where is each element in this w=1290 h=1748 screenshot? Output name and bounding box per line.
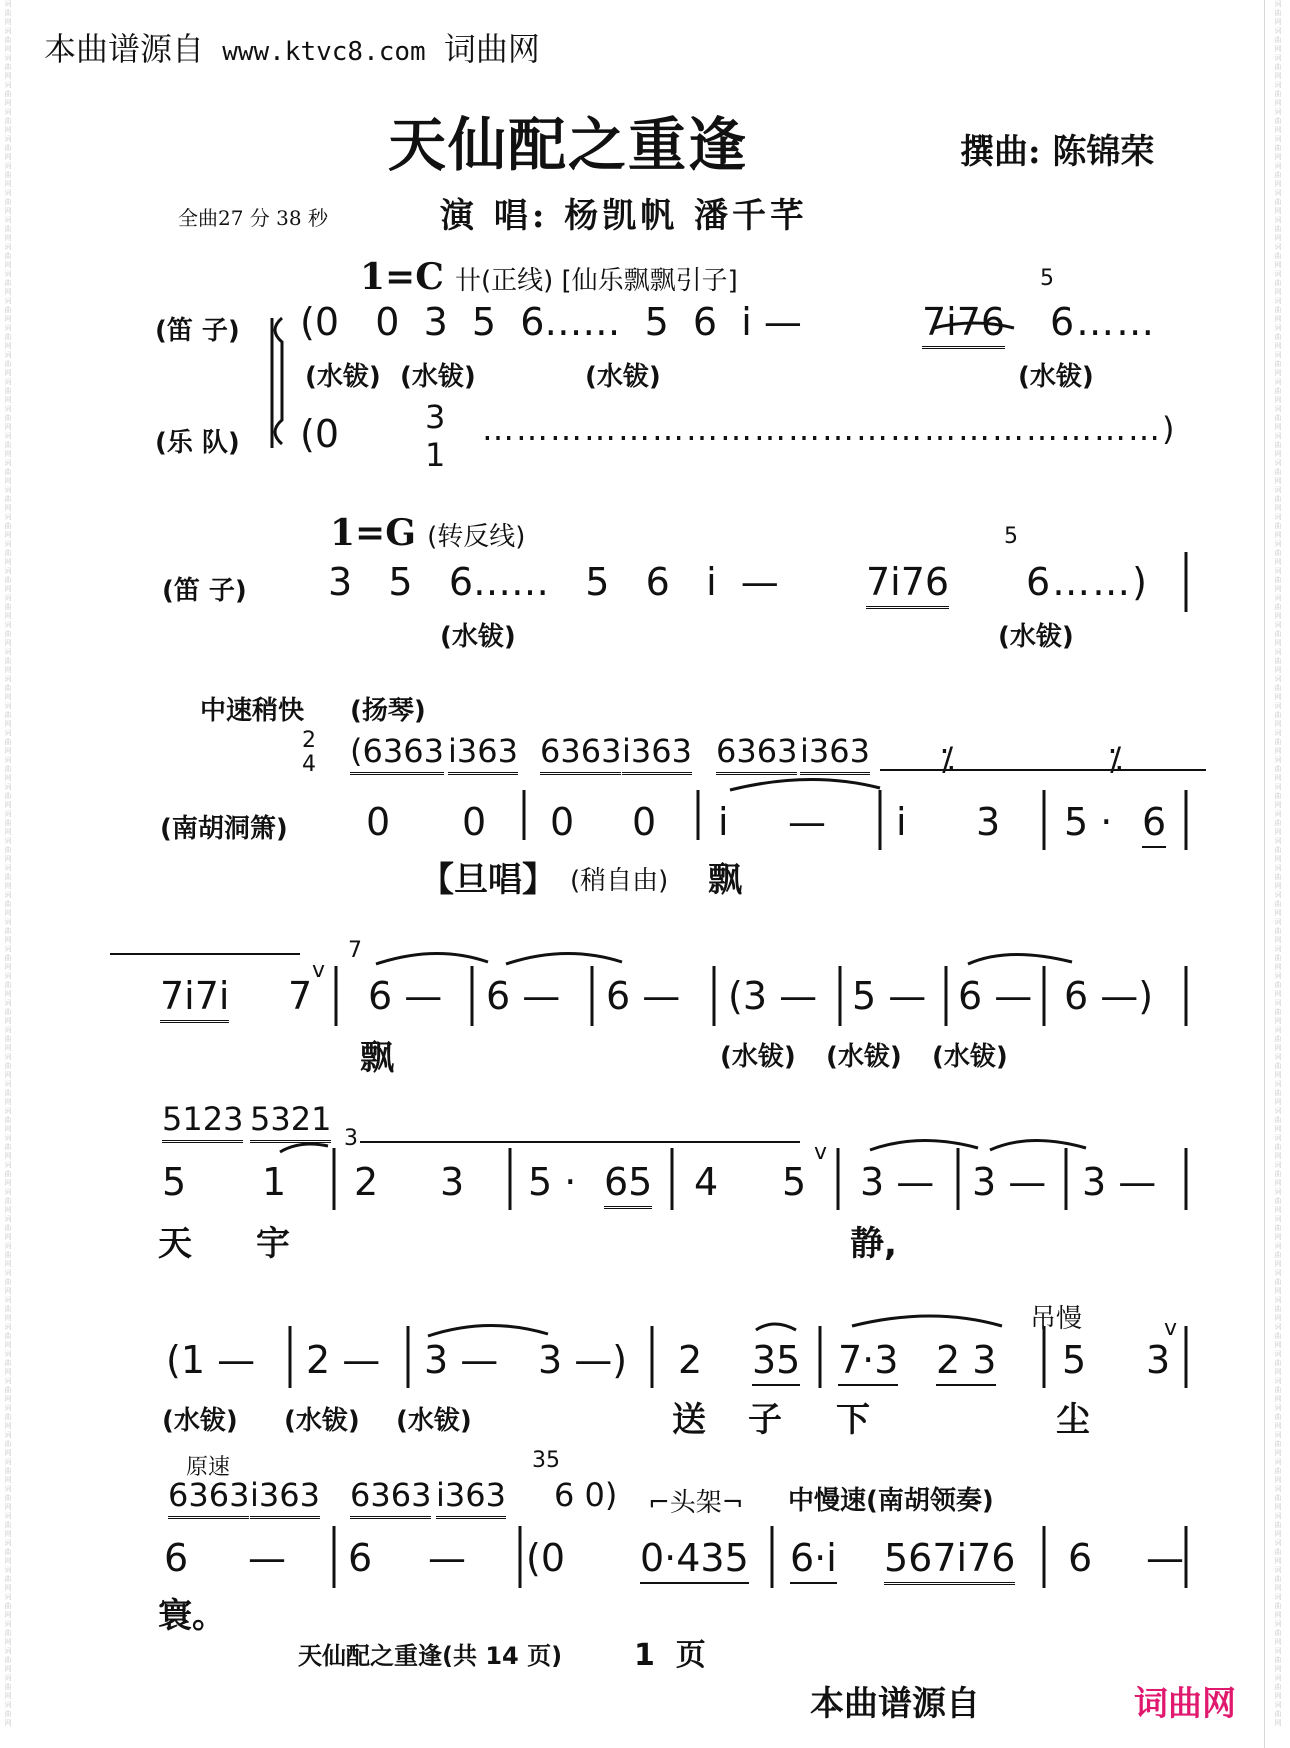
sys6-shuibo-3: (水钹) <box>396 1406 472 1436</box>
sys4-shuibo-2: (水钹) <box>826 1042 902 1072</box>
sys6-breath: v <box>1164 1316 1178 1341</box>
sys4-notes-a: 7i7i <box>160 974 229 1023</box>
sys6-tempo-mark: 吊慢 <box>1030 1304 1083 1334</box>
key1-mode: 卄(正线) [仙乐飘飘引子] <box>454 266 738 296</box>
footer-page: 1 页 <box>634 1638 706 1673</box>
sys3-inst: (扬琴) <box>350 696 426 726</box>
sys4-shuibo-3: (水钹) <box>932 1042 1008 1072</box>
header-source-label: 本曲谱源自 <box>44 30 205 68</box>
sys5-n8: 5 <box>782 1160 807 1204</box>
sys4-r5: 5 — <box>852 974 927 1018</box>
sys2-end: 6……) <box>1026 560 1150 604</box>
sys5-lyric-3: 静, <box>850 1224 897 1264</box>
sys3-tempo: 中速稍快 <box>200 696 305 726</box>
sys3-n9: 5 · <box>1064 800 1113 844</box>
sys3-yangqin-1: (6363 <box>350 732 444 775</box>
sys7-upper-5: 6 0) <box>554 1476 618 1514</box>
sys3-yangqin-3: 6363 <box>540 732 621 775</box>
sys3-n10: 6 <box>1142 800 1166 848</box>
sys5-n7: 4 <box>694 1160 719 1204</box>
sys7-upper-4: i363 <box>436 1476 506 1519</box>
sys6-n3: 3 — <box>424 1338 499 1382</box>
footer-site: 词曲网 <box>1134 1684 1236 1724</box>
sys7-n1: 6 <box>164 1536 189 1580</box>
sys7-tempo2: 中慢速(南胡领奏) <box>788 1486 994 1516</box>
sys6-n8: 2 3 <box>936 1338 996 1386</box>
sys3-n8: 3 <box>976 800 1001 844</box>
sys4-grace: 7 <box>348 938 362 963</box>
sys1-shuibo-4: (水钹) <box>1018 362 1094 392</box>
sys5-upper-1: 5123 <box>162 1100 243 1143</box>
sys5-n6: 65 <box>604 1160 652 1209</box>
sys3-yangqin-6: i363 <box>800 732 870 775</box>
sys3-repeat-1: ⁒ <box>940 740 955 778</box>
watermark-left: 词 曲 网 词 曲 网 词 曲 网 词 曲 网 词 曲 网 词 曲 网 词 曲 网 词 曲 网 词 曲 网 词 曲 网 词 曲 网 词 曲 网 词 曲 网 词 曲 网 词 曲 网 词 曲 网 词 曲 网 词 曲 网 词 曲 网 词 曲 网 词 曲 网 词 曲 网 词 曲 网 词 曲 网 词 曲 网 词 曲 网 词 曲 网 词 曲 网 词 曲 网 词 曲 网 词 曲 网 词 曲 网 词 曲 网 词 曲 网 词 曲 网 词 曲 网 词 曲 网 词 曲 网 词 曲 网 词 曲 网 词 曲 网 词 曲 网 词 曲 网 词 曲 网 词 曲 网 词 曲 网 词 曲 网 词 曲 网 词 曲 网 词 曲 网 词 曲 网 词 曲 网 词 曲 网 词 曲 网 词 曲 网 词 曲 网 词 曲 网 词 曲 网 词 曲 网 词 曲 网 词 曲 网 词 曲 网 词 曲 网 词 曲 网 <box>4 0 12 1727</box>
sys1-shuibo-3: (水钹) <box>585 362 661 392</box>
sys3-n3: 0 <box>550 800 575 844</box>
duration: 全曲27 分 38 秒 <box>178 206 328 230</box>
sys4-r1: 6 — <box>368 974 443 1018</box>
footer-src: 本曲谱源自 <box>810 1684 980 1724</box>
sys2-grace: 5 <box>1004 524 1018 549</box>
sys3-role: 【旦唱】 <box>420 860 556 900</box>
sys7-upper-2: i363 <box>250 1476 320 1519</box>
sys5-n3: 2 <box>354 1160 379 1204</box>
sys6-lyric-3: 下 <box>836 1400 870 1440</box>
sys7-upper-3: 6363 <box>350 1476 431 1519</box>
key2-label: 1=G <box>330 512 416 554</box>
sys7-n7: 6·i <box>790 1536 837 1584</box>
sys4-r7: 6 —) <box>1064 974 1154 1018</box>
sys1-band-chord-top: 3 <box>425 398 446 436</box>
page-title: 天仙配之重逢 <box>388 111 749 179</box>
sys5-n5: 5 · <box>528 1160 577 1204</box>
sys3-n2: 0 <box>462 800 487 844</box>
sys2-shuibo-1: (水钹) <box>440 622 516 652</box>
sys7-n3: 6 <box>348 1536 373 1580</box>
composer: 撰曲: 陈锦荣 <box>960 132 1155 172</box>
sys5-n9: 3 — <box>860 1160 935 1204</box>
sys5-upper-2: 5321 <box>250 1100 331 1143</box>
sys3-n5: i <box>718 800 729 844</box>
sys1-dizi-notes-b: 7i76 <box>922 300 1005 349</box>
sys7-lyric: 寰。 <box>158 1596 226 1636</box>
sys3-time-bot: 4 <box>302 752 316 777</box>
sys6-n10: 3 <box>1146 1338 1171 1382</box>
sys6-shuibo-1: (水钹) <box>162 1406 238 1436</box>
sys1-shuibo-1: (水钹) <box>305 362 381 392</box>
sys5-grace: 3 <box>344 1126 358 1151</box>
key2-mode: (转反线) <box>427 522 526 552</box>
part-dizi-1: (笛 子) <box>155 316 240 346</box>
key1-label: 1=C <box>360 256 444 298</box>
sys6-n4: 3 —) <box>538 1338 628 1382</box>
sys1-dizi-end: 6…… <box>1050 300 1157 344</box>
part-nanhu: (南胡洞箫) <box>160 814 288 844</box>
performers: 演 唱: 杨凯帆 潘千芊 <box>440 196 809 236</box>
sys5-breath: v <box>814 1140 828 1165</box>
sys3-repeat-2: ⁒ <box>1108 740 1123 778</box>
part-band: (乐 队) <box>155 428 240 458</box>
sys7-upper-1: 6363 <box>168 1476 249 1519</box>
sys6-lyric-2: 子 <box>748 1400 782 1440</box>
sys3-yangqin-4: i363 <box>622 732 692 775</box>
sys3-yangqin-5: 6363 <box>716 732 797 775</box>
sys3-n7: i <box>896 800 907 844</box>
sys1-grace: 5 <box>1040 266 1054 291</box>
sys5-lyric-2: 宇 <box>256 1224 290 1264</box>
sys6-n5: 2 <box>678 1338 703 1382</box>
header-url: www.ktvc8.com <box>222 37 426 67</box>
sys3-time-top: 2 <box>302 728 316 753</box>
sys3-n1: 0 <box>366 800 391 844</box>
sys5-n2: 1 <box>262 1160 287 1204</box>
sys2-shuibo-2: (水钹) <box>998 622 1074 652</box>
sys4-lyric: 飘 <box>360 1038 394 1078</box>
sys4-r4: (3 — <box>728 974 818 1018</box>
sys5-n4: 3 <box>440 1160 465 1204</box>
sys4-breath: v <box>312 958 326 983</box>
sys6-n1: (1 — <box>166 1338 256 1382</box>
sys6-n6: 35 <box>752 1338 800 1386</box>
sys4-r3: 6 — <box>606 974 681 1018</box>
sys7-n9: 6 <box>1068 1536 1093 1580</box>
sys1-band-chord-bot: 1 <box>425 436 446 474</box>
sys1-band-dots: ……………………………………………………) <box>482 410 1177 448</box>
header-site: 词曲网 <box>443 30 540 68</box>
sys2-notes: 3 5 6…… 5 6 i — <box>328 560 779 604</box>
sys3-yangqin-2: i363 <box>448 732 518 775</box>
sys7-tempo: 原速 <box>186 1455 231 1480</box>
sys7-grace: 35 <box>532 1448 560 1473</box>
sys5-lyric-1: 天 <box>158 1224 192 1264</box>
sys7-toujia: ⌐头架¬ <box>648 1488 744 1518</box>
sys3-n4: 0 <box>632 800 657 844</box>
sys5-n1: 5 <box>162 1160 187 1204</box>
sys4-r6: 6 — <box>958 974 1033 1018</box>
part-dizi-2: (笛 子) <box>162 576 247 606</box>
sys4-r2: 6 — <box>486 974 561 1018</box>
sys2-notes-b: 7i76 <box>866 560 949 609</box>
sys5-n11: 3 — <box>1082 1160 1157 1204</box>
sys3-lyric: 飘 <box>708 860 742 900</box>
sys6-n9: 5 <box>1062 1338 1087 1382</box>
sys6-lyric-1: 送 <box>672 1400 706 1440</box>
sys1-dizi-notes: (0 0 3 5 6…… 5 6 i — <box>300 300 802 344</box>
sys1-band-notes: (0 <box>300 412 340 456</box>
sys3-free: (稍自由) <box>570 866 669 896</box>
sys7-n5: (0 <box>526 1536 566 1580</box>
sys6-n2: 2 — <box>306 1338 381 1382</box>
sys6-n7: 7·3 <box>838 1338 898 1386</box>
watermark-right: 词 曲 网 词 曲 网 词 曲 网 词 曲 网 词 曲 网 词 曲 网 词 曲 网 词 曲 网 词 曲 网 词 曲 网 词 曲 网 词 曲 网 词 曲 网 词 曲 网 词 曲 网 词 曲 网 词 曲 网 词 曲 网 词 曲 网 词 曲 网 词 曲 网 词 曲 网 词 曲 网 词 曲 网 词 曲 网 词 曲 网 词 曲 网 词 曲 网 词 曲 网 词 曲 网 词 曲 网 词 曲 网 词 曲 网 词 曲 网 词 曲 网 词 曲 网 词 曲 网 词 曲 网 词 曲 网 词 曲 网 词 曲 网 词 曲 网 词 曲 网 词 曲 网 词 曲 网 词 曲 网 词 曲 网 词 曲 网 词 曲 网 词 曲 网 词 曲 网 词 曲 网 词 曲 网 词 曲 网 词 曲 网 词 曲 网 词 曲 网 词 曲 网 词 曲 网 词 曲 网 词 曲 网 词 曲 网 词 曲 网 词 曲 网 <box>1274 0 1282 1727</box>
sys7-n6: 0·435 <box>640 1536 749 1584</box>
footer-book: 天仙配之重逢(共 14 页) <box>298 1642 563 1670</box>
sys4-notes-b: 7 <box>288 974 313 1018</box>
sys3-n6: — <box>788 800 826 844</box>
sys7-n8: 567i76 <box>884 1536 1015 1585</box>
sys6-lyric-4: 尘 <box>1056 1400 1090 1440</box>
sys5-n10: 3 — <box>972 1160 1047 1204</box>
sys7-n2: — <box>248 1536 286 1580</box>
sys6-shuibo-2: (水钹) <box>284 1406 360 1436</box>
sys7-n10: — <box>1146 1536 1184 1580</box>
sys7-n4: — <box>428 1536 466 1580</box>
sys4-shuibo-1: (水钹) <box>720 1042 796 1072</box>
sys1-shuibo-2: (水钹) <box>400 362 476 392</box>
